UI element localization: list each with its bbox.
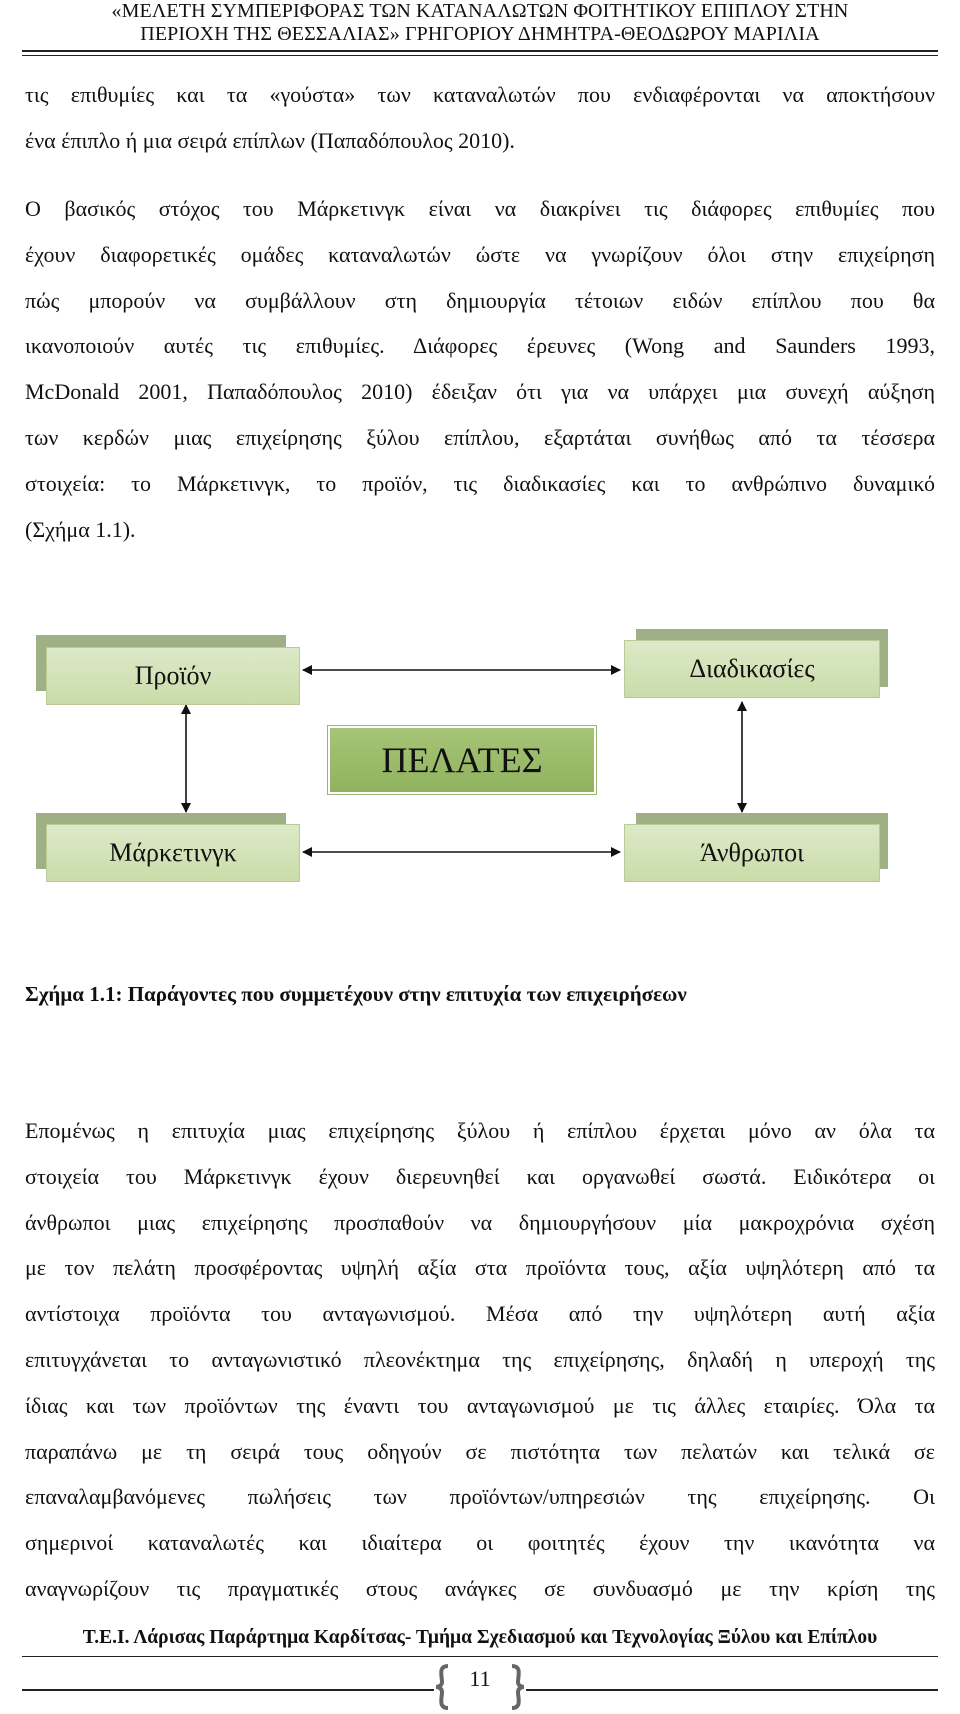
paragraph-2-line: ικανοποιούν αυτές τις επιθυμίες. Διάφορες έρευνες (Wong and Saunders 1993, xyxy=(25,333,935,359)
paragraph-3 xyxy=(25,1108,935,1612)
product-box xyxy=(46,647,300,705)
paragraph-2-line: McDonald 2001, Παπαδόπουλος 2010) έδειξαν ότι για να υπάρχει μια συνεχή αύξηση xyxy=(25,379,935,405)
paragraph-3-line: επιτυγχάνεται το ανταγωνιστικό πλεονέκτημα της επιχείρησης, δηλαδή η υπεροχή της xyxy=(25,1346,935,1372)
paragraph-3-line: επαναλαμβανόμενες πωλήσεις των προϊόντων/υπηρεσιών της επιχείρησης. Οι xyxy=(25,1484,935,1510)
paragraph-2 xyxy=(25,186,935,552)
footer-title: Τ.Ε.Ι. Λάρισας Παράρτημα Καρδίτσας- Τμήμα Σχεδιασμού και Τεχνολογίας Ξύλου και Επίπλου xyxy=(82,1627,878,1648)
page-number: 11 xyxy=(469,1666,491,1691)
product-label: Προϊόν xyxy=(134,661,212,690)
marketing-box xyxy=(46,824,300,882)
marketing-label: Μάρκετινγκ xyxy=(109,838,237,867)
paragraph-3-line: σημερινοί καταναλωτές και ιδιαίτερα οι φοιτητές έχουν την ικανότητα να xyxy=(25,1530,935,1556)
paragraph-3-line: άνθρωποι μιας επιχείρησης προσπαθούν να δημιουργήσουν μία μακροχρόνια σχέση xyxy=(25,1209,935,1235)
paragraph-2-line: στοιχεία: το Μάρκετινγκ, το προϊόν, τις διαδικασίες και το ανθρώπινο δυναμικό xyxy=(25,470,935,496)
people-label: Άνθρωποι xyxy=(699,838,805,867)
paragraph-3-line: με τον πελάτη προσφέροντας υψηλή αξία στα προϊόντα τους, αξία υψηλότερη από τα xyxy=(25,1255,935,1281)
paragraph-2-line: Ο βασικός στόχος του Μάρκετινγκ είναι να διακρίνει τις διάφορες επιθυμίες που xyxy=(25,196,935,221)
paragraph-1-line: τις επιθυμίες και τα «γούστα» των καταναλωτών που ενδιαφέρονται να αποκτήσουν xyxy=(25,82,935,107)
page-number-box xyxy=(434,1664,526,1710)
success-factors-diagram xyxy=(0,620,960,900)
customers-box xyxy=(328,726,596,794)
customers-label: ΠΕΛΑΤΕΣ xyxy=(381,740,543,780)
header-rule-thick xyxy=(22,50,938,52)
running-header xyxy=(0,0,960,46)
paragraph-3-line: παραπάνω με τη σειρά τους οδηγούν σε πιστότητα των πελατών και τελικά σε xyxy=(25,1438,935,1464)
processes-box xyxy=(624,640,880,698)
paragraph-2-line: έχουν διαφορετικές ομάδες καταναλωτών ώστε να γνωρίζουν όλοι στην επιχείρηση xyxy=(25,241,935,267)
paragraph-3-line: στοιχεία του Μάρκετινγκ έχουν διερευνηθεί και οργανωθεί σωστά. Ειδικότερα οι xyxy=(25,1163,935,1189)
paragraph-3-line: αντίστοιχα προϊόντα του ανταγωνισμού. Μέσα από την υψηλότερη αυτή αξία xyxy=(25,1301,935,1327)
paragraph-1 xyxy=(25,72,935,164)
paragraph-3-line: αναγνωρίζουν τις πραγματικές στους ανάγκες σε συνδυασμό με την κρίση της xyxy=(25,1575,935,1601)
paragraph-1-line: ένα έπιπλο ή μια σειρά επίπλων (Παπαδόπουλος 2010). xyxy=(25,127,515,153)
people-box xyxy=(624,824,880,882)
figure-caption: Σχήμα 1.1: Παράγοντες που συμμετέχουν στην επιτυχία των επιχειρήσεων xyxy=(25,982,687,1006)
paragraph-2-line: των κερδών μιας επιχείρησης ξύλου επίπλου, εξαρτάται συνήθως από τα τέσσερα xyxy=(25,424,935,450)
paragraph-2-line: πώς μπορούν να συμβάλλουν στη δημιουργία τέτοιων ειδών επίπλου που θα xyxy=(25,287,935,313)
header-line-1: «ΜΕΛΕΤΗ ΣΥΜΠΕΡΙΦΟΡΑΣ ΤΩΝ ΚΑΤΑΝΑΛΩΤΩΝ ΦΟΙΤΗΤΙΚΟΥ ΕΠΙΠΛΟΥ ΣΤΗΝ xyxy=(111,0,849,22)
processes-label: Διαδικασίες xyxy=(689,654,815,683)
header-rule-thin xyxy=(22,55,938,56)
header-line-2: ΠΕΡΙΟΧΗ ΤΗΣ ΘΕΣΣΑΛΙΑΣ» ΓΡΗΓΟΡΙΟΥ ΔΗΜΗΤΡΑ-ΘΕΟΔΩΡΟΥ ΜΑΡΙΛΙΑ xyxy=(140,23,820,45)
footer-rule-top xyxy=(22,1656,938,1657)
paragraph-3-line: ίδιας και των προϊόντων της έναντι του ανταγωνισμού με τις άλλες εταιρίες. Όλα τα xyxy=(25,1392,935,1418)
paragraph-3-line: Επομένως η επιτυχία μιας επιχείρησης ξύλου ή επίπλου έρχεται μόνο αν όλα τα xyxy=(25,1118,935,1143)
paragraph-2-line: (Σχήμα 1.1). xyxy=(25,516,136,542)
